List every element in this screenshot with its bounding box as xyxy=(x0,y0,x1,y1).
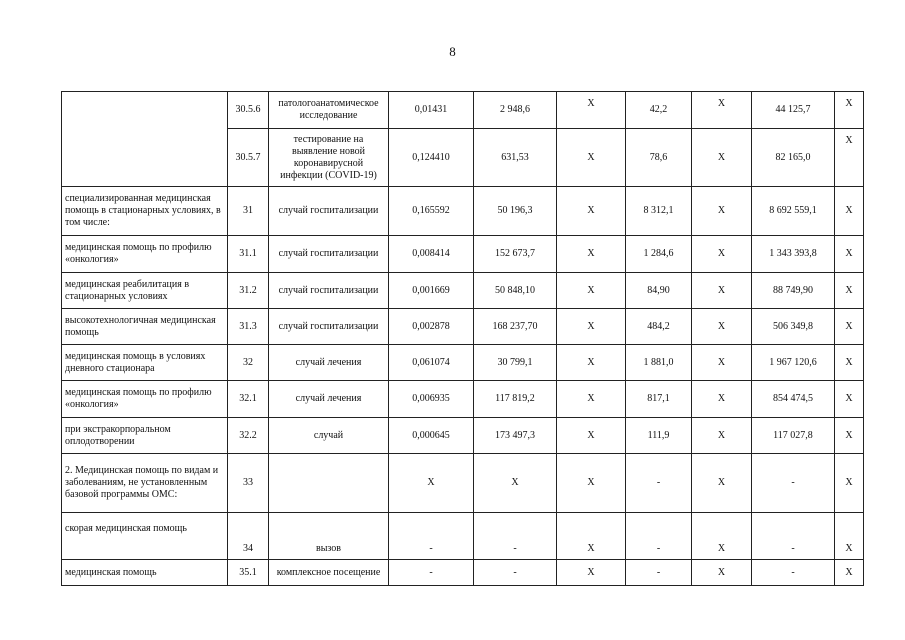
row-unit: случай госпитализации xyxy=(269,187,389,236)
row-value: X xyxy=(692,418,752,454)
row-code: 30.5.7 xyxy=(228,129,269,187)
row-name: специализированная медицинская помощь в стационарных условиях, в том числе: xyxy=(62,187,228,236)
row-name: медицинская помощь по профилю «онкология» xyxy=(62,381,228,418)
row-value: - xyxy=(626,560,692,586)
row-code: 32 xyxy=(228,345,269,381)
row-unit xyxy=(269,454,389,513)
row-value: X xyxy=(835,345,864,381)
row-value: X xyxy=(557,187,626,236)
row-value: X xyxy=(835,309,864,345)
row-value: 152 673,7 xyxy=(474,236,557,273)
row-value: X xyxy=(692,273,752,309)
row-name: медицинская помощь xyxy=(62,560,228,586)
table-row xyxy=(62,309,864,345)
row-value: 0,061074 xyxy=(389,345,474,381)
row-value: 50 848,10 xyxy=(474,273,557,309)
row-value: X xyxy=(692,187,752,236)
row-name: 2. Медицинская помощь по видам и заболеваниям, не установленным базовой программы ОМС: xyxy=(62,454,228,513)
row-value: X xyxy=(835,560,864,586)
row-code: 30.5.6 xyxy=(228,92,269,129)
row-code: 32.1 xyxy=(228,381,269,418)
row-value: 1 284,6 xyxy=(626,236,692,273)
row-value: 30 799,1 xyxy=(474,345,557,381)
table-row xyxy=(62,187,864,236)
row-unit: комплексное посещение xyxy=(269,560,389,586)
row-value: 0,124410 xyxy=(389,129,474,187)
page-number: 8 xyxy=(449,44,456,59)
row-value: X xyxy=(692,129,752,187)
tariff-table xyxy=(61,91,864,586)
row-value: X xyxy=(835,236,864,273)
row-code: 31.3 xyxy=(228,309,269,345)
row-value: 117 819,2 xyxy=(474,381,557,418)
row-value: X xyxy=(389,454,474,513)
table-row xyxy=(62,454,864,513)
row-value: X xyxy=(692,381,752,418)
row-name: при экстракорпоральном оплодотворении xyxy=(62,418,228,454)
row-value: 50 196,3 xyxy=(474,187,557,236)
row-value: 1 343 393,8 xyxy=(752,236,835,273)
row-unit: случай лечения xyxy=(269,345,389,381)
row-value: 631,53 xyxy=(474,129,557,187)
row-value: X xyxy=(557,418,626,454)
row-value: X xyxy=(557,236,626,273)
row-value: X xyxy=(692,309,752,345)
row-code: 31.2 xyxy=(228,273,269,309)
row-value: 0,008414 xyxy=(389,236,474,273)
row-value: X xyxy=(557,345,626,381)
row-name xyxy=(62,92,228,187)
row-value: X xyxy=(557,92,626,129)
row-value: X xyxy=(835,187,864,236)
row-value: X xyxy=(557,513,626,560)
row-unit: случай xyxy=(269,418,389,454)
table-row xyxy=(62,560,864,586)
row-value: 0,002878 xyxy=(389,309,474,345)
row-value: 44 125,7 xyxy=(752,92,835,129)
row-value: 854 474,5 xyxy=(752,381,835,418)
row-code: 33 xyxy=(228,454,269,513)
row-value: X xyxy=(835,418,864,454)
table-row xyxy=(62,513,864,560)
row-value: - xyxy=(389,560,474,586)
row-unit: вызов xyxy=(269,513,389,560)
row-value: X xyxy=(835,454,864,513)
row-value: X xyxy=(835,381,864,418)
row-value: - xyxy=(752,513,835,560)
row-value: X xyxy=(557,454,626,513)
row-value: - xyxy=(752,454,835,513)
row-value: 0,000645 xyxy=(389,418,474,454)
row-value: 8 692 559,1 xyxy=(752,187,835,236)
row-value: 168 237,70 xyxy=(474,309,557,345)
row-unit: случай лечения xyxy=(269,381,389,418)
row-value: - xyxy=(474,513,557,560)
row-value: 1 967 120,6 xyxy=(752,345,835,381)
row-unit: случай госпитализации xyxy=(269,309,389,345)
row-value: X xyxy=(474,454,557,513)
row-value: 8 312,1 xyxy=(626,187,692,236)
table-row xyxy=(62,273,864,309)
row-value: X xyxy=(835,273,864,309)
row-value: X xyxy=(557,560,626,586)
row-code: 31 xyxy=(228,187,269,236)
row-value: - xyxy=(626,513,692,560)
table-row xyxy=(62,236,864,273)
row-unit: случай госпитализации xyxy=(269,273,389,309)
row-code: 35.1 xyxy=(228,560,269,586)
row-value: 84,90 xyxy=(626,273,692,309)
row-value: 0,01431 xyxy=(389,92,474,129)
row-value: X xyxy=(692,454,752,513)
row-value: - xyxy=(389,513,474,560)
row-value: 111,9 xyxy=(626,418,692,454)
table-row xyxy=(62,92,864,129)
row-value: X xyxy=(557,273,626,309)
table-row xyxy=(62,345,864,381)
row-name: медицинская помощь в условиях дневного стационара xyxy=(62,345,228,381)
row-value: X xyxy=(835,92,864,129)
row-value: X xyxy=(835,513,864,560)
row-unit: тестирование на выявление новой коронавирусной инфекции (COVID-19) xyxy=(269,129,389,187)
row-name: медицинская реабилитация в стационарных условиях xyxy=(62,273,228,309)
row-code: 32.2 xyxy=(228,418,269,454)
row-value: 88 749,90 xyxy=(752,273,835,309)
row-name: медицинская помощь по профилю «онкология» xyxy=(62,236,228,273)
row-value: 82 165,0 xyxy=(752,129,835,187)
row-value: X xyxy=(692,560,752,586)
table-row xyxy=(62,381,864,418)
row-value: 1 881,0 xyxy=(626,345,692,381)
row-value: X xyxy=(692,345,752,381)
row-value: 78,6 xyxy=(626,129,692,187)
row-value: X xyxy=(557,309,626,345)
row-unit: патологоанатомическое исследование xyxy=(269,92,389,129)
table-row xyxy=(62,418,864,454)
row-name: высокотехнологичная медицинская помощь xyxy=(62,309,228,345)
row-code: 34 xyxy=(228,513,269,560)
row-value: 173 497,3 xyxy=(474,418,557,454)
row-value: 0,006935 xyxy=(389,381,474,418)
row-value: 117 027,8 xyxy=(752,418,835,454)
row-value: X xyxy=(692,513,752,560)
row-unit: случай госпитализации xyxy=(269,236,389,273)
row-value: 506 349,8 xyxy=(752,309,835,345)
row-name: скорая медицинская помощь xyxy=(62,513,228,560)
row-value: 0,001669 xyxy=(389,273,474,309)
row-value: X xyxy=(557,129,626,187)
row-value: 484,2 xyxy=(626,309,692,345)
row-value: 0,165592 xyxy=(389,187,474,236)
row-value: 817,1 xyxy=(626,381,692,418)
row-value: - xyxy=(752,560,835,586)
row-value: X xyxy=(835,129,864,187)
row-value: X xyxy=(557,381,626,418)
row-value: X xyxy=(692,92,752,129)
row-value: 2 948,6 xyxy=(474,92,557,129)
row-value: 42,2 xyxy=(626,92,692,129)
row-value: - xyxy=(626,454,692,513)
row-value: X xyxy=(692,236,752,273)
row-value: - xyxy=(474,560,557,586)
row-code: 31.1 xyxy=(228,236,269,273)
